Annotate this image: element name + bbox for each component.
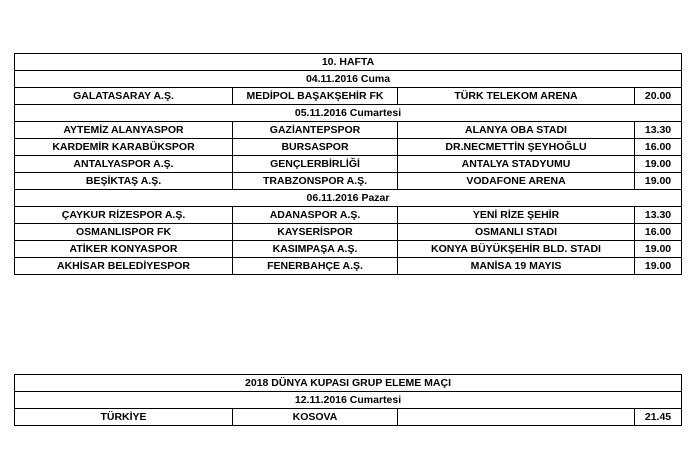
kickoff-time: 16.00 — [635, 139, 682, 156]
qualifier-fixture-table — [14, 374, 682, 426]
stadium: OSMANLI STADI — [398, 224, 635, 241]
home-team: ATİKER KONYASPOR — [15, 241, 233, 258]
match-row — [15, 156, 682, 173]
qualifier-date-cell — [15, 392, 682, 409]
day-header-row — [15, 71, 682, 88]
home-team: BEŞİKTAŞ A.Ş. — [15, 173, 233, 190]
kickoff-time: 16.00 — [635, 224, 682, 241]
home-team: ANTALYASPOR A.Ş. — [15, 156, 233, 173]
stadium — [398, 409, 635, 426]
qualifier-day: Cumartesi — [349, 394, 402, 406]
stadium: TÜRK TELEKOM ARENA — [398, 88, 635, 105]
home-team: ÇAYKUR RİZESPOR A.Ş. — [15, 207, 233, 224]
stadium: ALANYA OBA STADI — [398, 122, 635, 139]
away-team: TRABZONSPOR A.Ş. — [233, 173, 398, 190]
home-team: TÜRKİYE — [15, 409, 233, 426]
away-team: GENÇLERBİRLİĞİ — [233, 156, 398, 173]
kickoff-time: 19.00 — [635, 156, 682, 173]
match-date: 06.11.2016 — [306, 192, 359, 204]
away-team: KAYSERİSPOR — [233, 224, 398, 241]
qualifier-date-row — [15, 392, 682, 409]
stadium: KONYA BÜYÜKŞEHİR BLD. STADI — [398, 241, 635, 258]
day-header-row — [15, 105, 682, 122]
kickoff-time: 19.00 — [635, 173, 682, 190]
week-fixture-table — [14, 53, 682, 275]
qualifier-date: 12.11.2016 — [294, 394, 347, 406]
day-header — [15, 190, 682, 207]
kickoff-time: 21.45 — [635, 409, 682, 426]
kickoff-time: 20.00 — [635, 88, 682, 105]
kickoff-time: 19.00 — [635, 241, 682, 258]
kickoff-time: 19.00 — [635, 258, 682, 275]
home-team: AYTEMİZ ALANYASPOR — [15, 122, 233, 139]
stadium: MANİSA 19 MAYIS — [398, 258, 635, 275]
match-row — [15, 88, 682, 105]
week-title: 10. HAFTA — [15, 54, 682, 71]
away-team: MEDİPOL BAŞAKŞEHİR FK — [233, 88, 398, 105]
match-date: 05.11.2016 — [294, 107, 347, 119]
home-team: AKHİSAR BELEDİYESPOR — [15, 258, 233, 275]
stadium: VODAFONE ARENA — [398, 173, 635, 190]
away-team: ADANASPOR A.Ş. — [233, 207, 398, 224]
home-team: OSMANLISPOR FK — [15, 224, 233, 241]
away-team: KASIMPAŞA A.Ş. — [233, 241, 398, 258]
away-team: GAZİANTEPSPOR — [233, 122, 398, 139]
match-day: Cuma — [360, 73, 391, 85]
match-date: 04.11.2016 — [305, 73, 358, 85]
home-team: KARDEMİR KARABÜKSPOR — [15, 139, 233, 156]
week-title-row — [15, 54, 682, 71]
home-team: GALATASARAY A.Ş. — [15, 88, 233, 105]
away-team: KOSOVA — [233, 409, 398, 426]
away-team: FENERBAHÇE A.Ş. — [233, 258, 398, 275]
kickoff-time: 13.30 — [635, 122, 682, 139]
kickoff-time: 13.30 — [635, 207, 682, 224]
match-row — [15, 241, 682, 258]
day-header — [15, 105, 682, 122]
day-header-row — [15, 190, 682, 207]
qualifier-title: 2018 DÜNYA KUPASI GRUP ELEME MAÇI — [15, 375, 682, 392]
match-row — [15, 139, 682, 156]
match-day: Pazar — [361, 192, 390, 204]
match-row — [15, 207, 682, 224]
stadium: DR.NECMETTİN ŞEYHOĞLU — [398, 139, 635, 156]
day-header — [15, 71, 682, 88]
qualifier-match-row — [15, 409, 682, 426]
away-team: BURSASPOR — [233, 139, 398, 156]
match-row — [15, 224, 682, 241]
match-day: Cumartesi — [349, 107, 402, 119]
match-row — [15, 258, 682, 275]
match-row — [15, 173, 682, 190]
stadium: YENİ RİZE ŞEHİR — [398, 207, 635, 224]
qualifier-title-row — [15, 375, 682, 392]
stadium: ANTALYA STADYUMU — [398, 156, 635, 173]
match-row — [15, 122, 682, 139]
